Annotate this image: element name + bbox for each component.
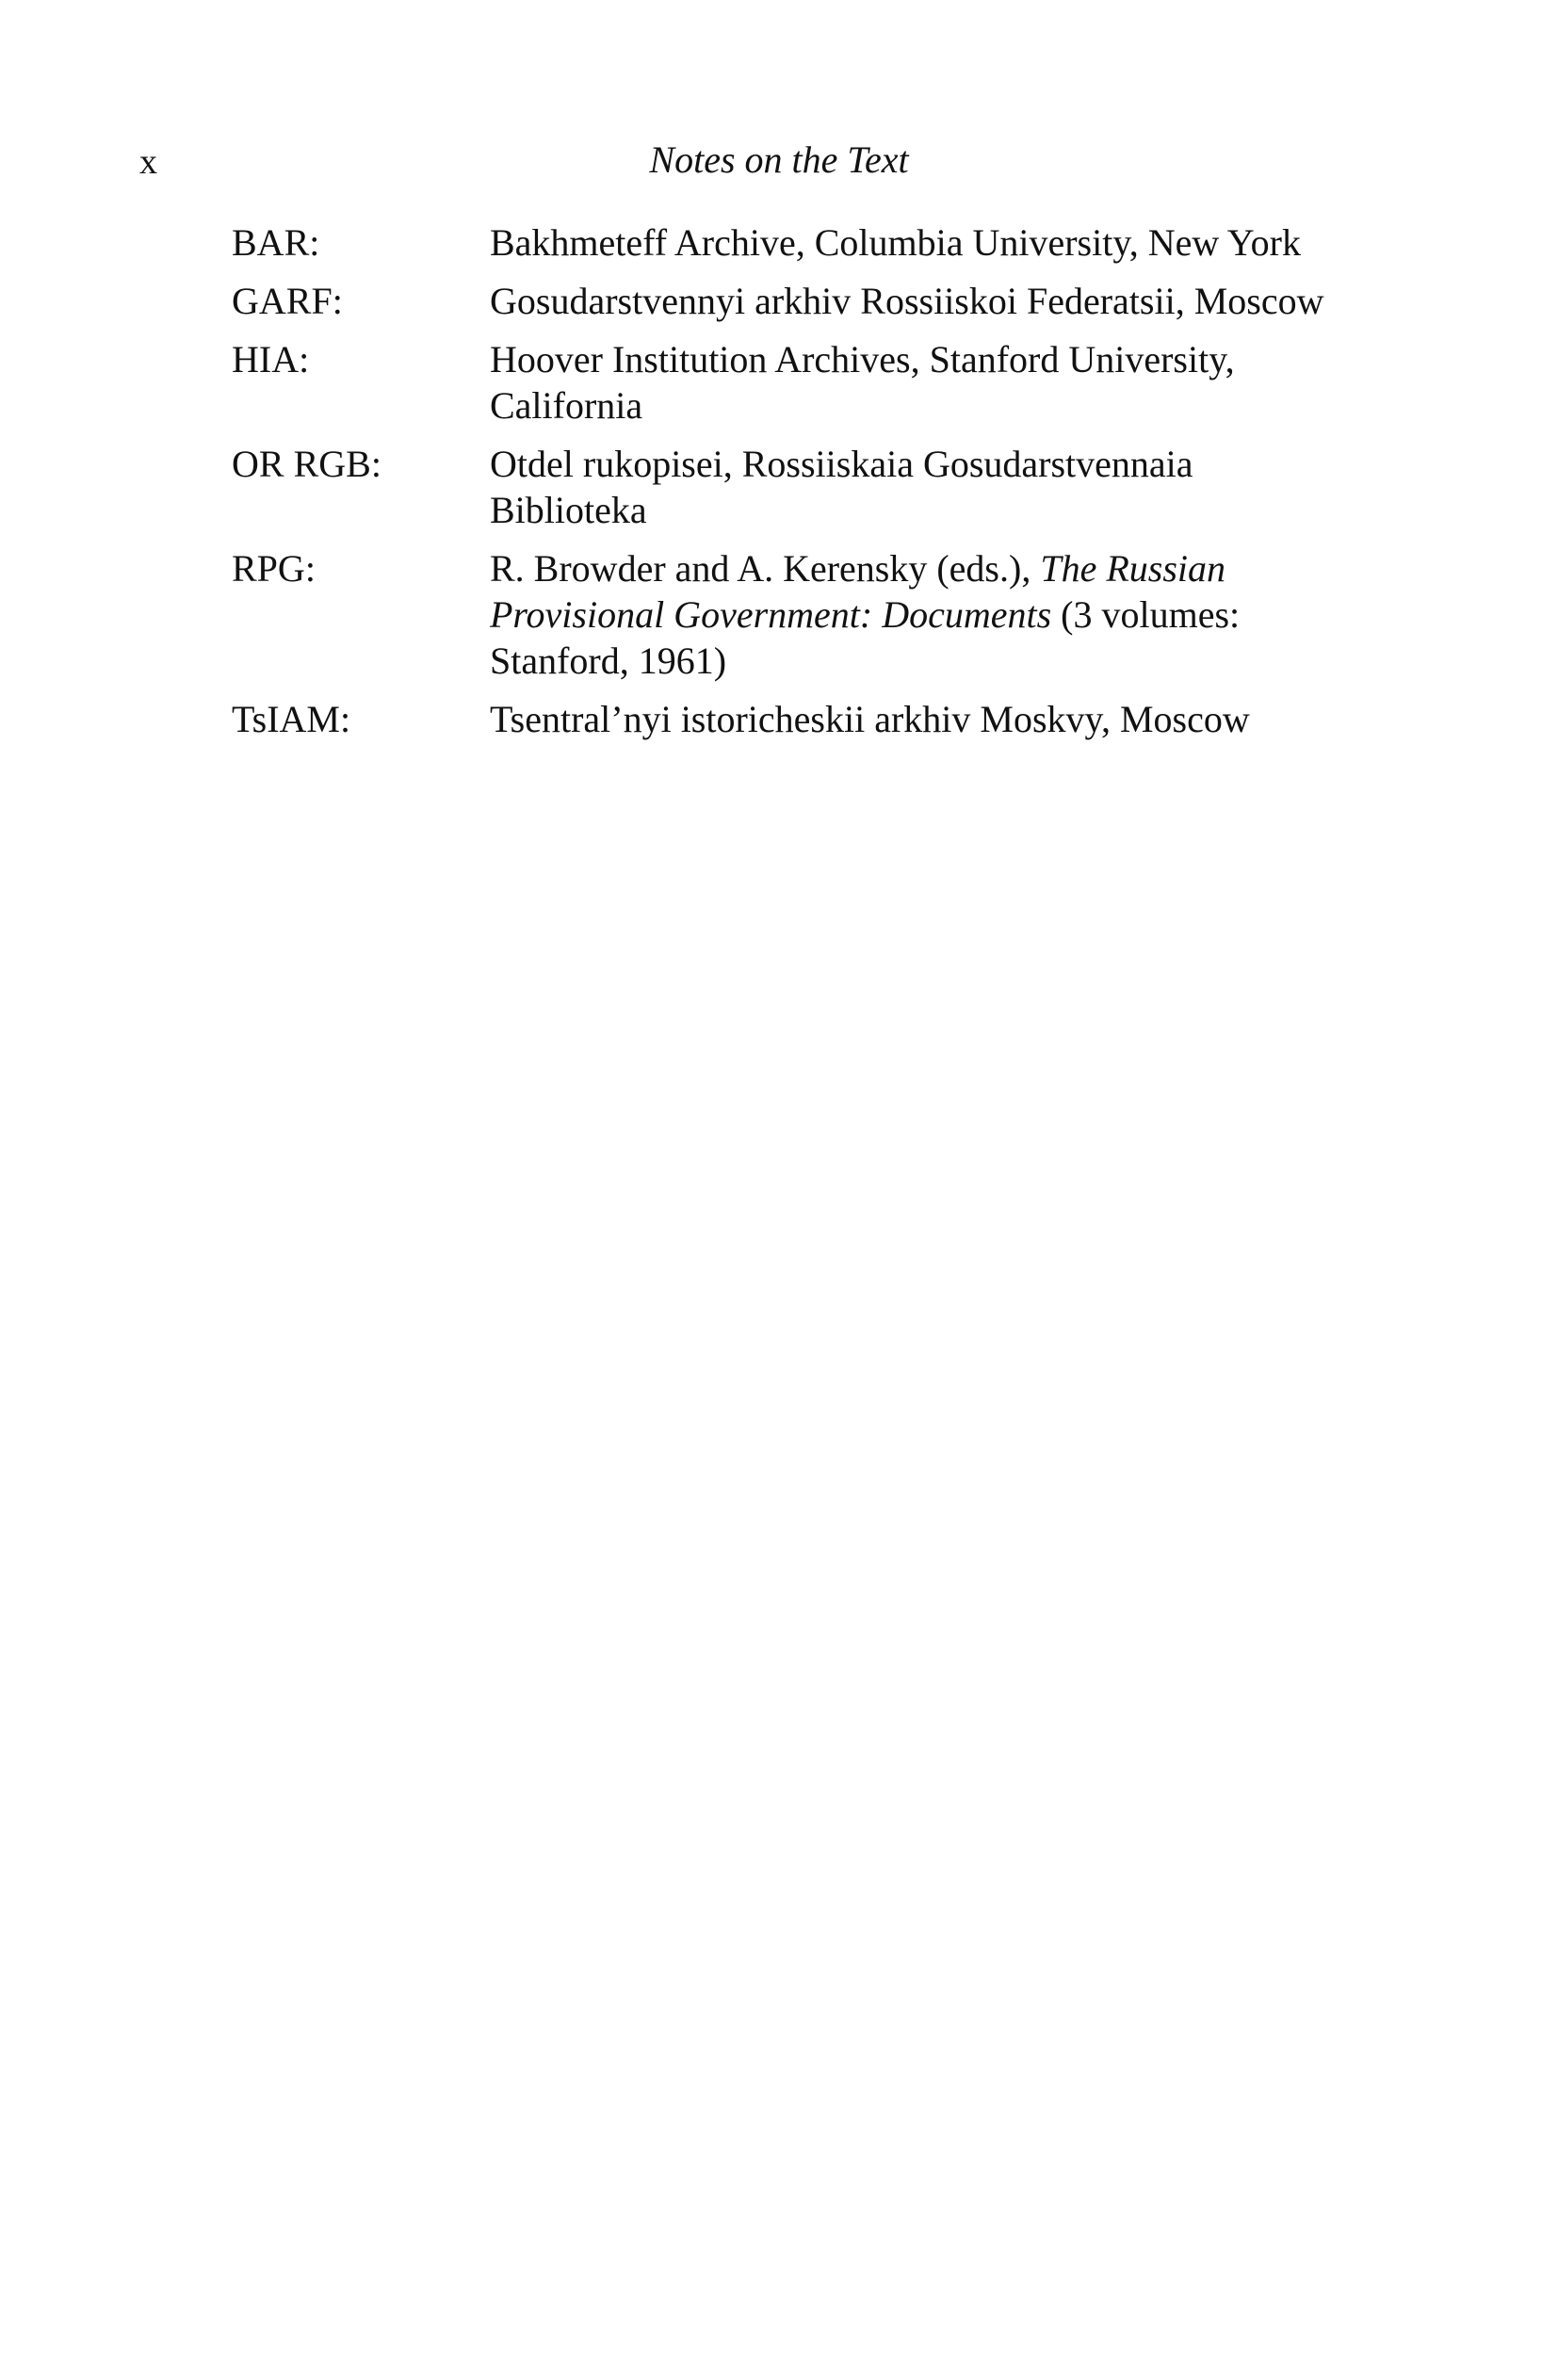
abbreviation-term: RPG: xyxy=(232,547,316,590)
abbreviation-row-or-rgb xyxy=(232,441,1390,533)
citation-details: (3 volumes: xyxy=(1051,593,1241,636)
abbreviation-term: HIA: xyxy=(232,338,310,380)
definition-line: Biblioteka xyxy=(490,489,647,531)
citation-authors: R. Browder and A. Kerensky (eds.), xyxy=(490,547,1041,590)
definition-line xyxy=(490,591,1390,638)
page-number: x xyxy=(139,142,157,182)
definition-line xyxy=(490,545,1390,591)
abbreviation-term: GARF: xyxy=(232,280,343,322)
running-head: Notes on the Text xyxy=(649,138,909,181)
definition-line: California xyxy=(490,384,643,427)
abbreviation-definition: Gosudarstvennyi arkhiv Rossiiskoi Federatsii, Moscow xyxy=(490,280,1324,322)
abbreviation-row-tsiam xyxy=(232,696,1390,742)
abbreviation-row-garf xyxy=(232,278,1390,324)
abbreviation-definition: Bakhmeteff Archive, Columbia University, New York xyxy=(490,221,1301,264)
citation-title: Provisional Government: Documents xyxy=(490,593,1052,636)
abbreviation-row-bar xyxy=(232,219,1390,266)
citation-title: The Russian xyxy=(1040,547,1226,590)
abbreviation-row-hia xyxy=(232,336,1390,429)
abbreviation-definition xyxy=(490,336,1390,429)
definition-line: Stanford, 1961) xyxy=(490,640,727,682)
abbreviation-list xyxy=(232,219,1390,754)
abbreviation-row-rpg xyxy=(232,545,1390,684)
abbreviation-definition xyxy=(490,441,1390,533)
definition-line: Hoover Institution Archives, Stanford University, xyxy=(490,338,1235,380)
abbreviation-term: OR RGB: xyxy=(232,443,381,485)
abbreviation-term: TsIAM: xyxy=(232,698,351,740)
definition-line: Otdel rukopisei, Rossiiskaia Gosudarstvennaia xyxy=(490,443,1193,485)
abbreviation-term: BAR: xyxy=(232,221,320,264)
abbreviation-definition: Tsentral’nyi istoricheskii arkhiv Moskvy, Moscow xyxy=(490,698,1250,740)
abbreviation-definition xyxy=(490,545,1390,684)
